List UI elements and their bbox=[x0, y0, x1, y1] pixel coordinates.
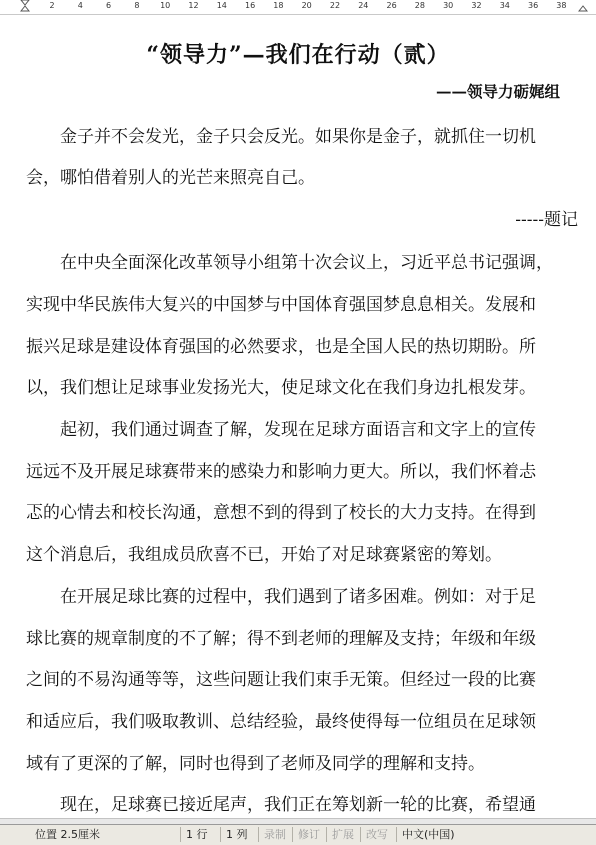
text-line: 起初，我们通过调查了解，发现在足球方面语言和文字上的宣传 bbox=[26, 420, 536, 440]
ruler-tick-label: 2 bbox=[49, 1, 55, 10]
document-page[interactable] bbox=[0, 14, 596, 825]
text-line: 之间的不易沟通等等，这些问题让我们束手无策。但经过一段的比赛 bbox=[26, 670, 536, 690]
text-line: 在开展足球比赛的过程中，我们遇到了诸多困难。例如：对于足 bbox=[26, 587, 536, 607]
ruler-tick-label: 12 bbox=[188, 1, 199, 10]
text-line: 忑的心情去和校长沟通，意想不到的得到了校长的大力支持。在得到 bbox=[26, 503, 536, 523]
status-language: 中文(中国) bbox=[396, 827, 455, 842]
text-line: 这个消息后，我组成员欣喜不已，开始了对足球赛紧密的筹划。 bbox=[26, 545, 502, 565]
ruler-tick-label: 34 bbox=[499, 1, 510, 10]
ruler-tick-label: 4 bbox=[77, 1, 83, 10]
status-line: 1 行 bbox=[180, 827, 208, 842]
status-revise[interactable]: 修订 bbox=[292, 827, 320, 842]
ruler-tick-label: 30 bbox=[443, 1, 454, 10]
ruler-tick-label: 6 bbox=[106, 1, 112, 10]
status-extend[interactable]: 扩展 bbox=[326, 827, 354, 842]
text-line: 以，我们想让足球事业发扬光大，使足球文化在我们身边扎根发芽。 bbox=[26, 378, 536, 398]
ruler-tick-label: 22 bbox=[329, 1, 341, 10]
ruler-tick-label: 36 bbox=[528, 1, 539, 10]
text-line: 会，哪怕借着别人的光芒来照亮自己。 bbox=[26, 168, 315, 188]
status-position: 位置 2.5厘米 bbox=[35, 828, 100, 841]
ruler-tick-label: 14 bbox=[216, 1, 227, 10]
ruler-tick-label: 8 bbox=[134, 1, 140, 10]
document-title: “领导力”—我们在行动（贰） bbox=[146, 42, 450, 68]
text-line: 金子并不会发光，金子只会反光。如果你是金子，就抓住一切机 bbox=[26, 127, 536, 147]
text-line: 振兴足球是建设体育强国的必然要求，也是全国人民的热切期盼。所 bbox=[26, 337, 536, 357]
ruler-tick-label: 18 bbox=[273, 1, 284, 10]
ruler-tick-label: 20 bbox=[301, 1, 312, 10]
text-line: 实现中华民族伟大复兴的中国梦与中国体育强国梦息息相关。发展和 bbox=[26, 295, 536, 315]
epigraph-attribution: -----题记 bbox=[515, 210, 578, 230]
text-line: 远远不及开展足球赛带来的感染力和影响力更大。所以，我们怀着忐 bbox=[26, 462, 536, 482]
ruler-tick-label: 26 bbox=[386, 1, 397, 10]
text-line: 现在，足球赛已接近尾声，我们正在筹划新一轮的比赛，希望通 bbox=[26, 795, 536, 815]
ruler-tick-label: 32 bbox=[471, 1, 482, 10]
status-column: 1 列 bbox=[220, 827, 248, 842]
ruler-tick-label: 38 bbox=[556, 1, 567, 10]
ruler-tick-label: 28 bbox=[414, 1, 425, 10]
right-indent-marker-icon[interactable] bbox=[578, 0, 588, 12]
status-bar bbox=[0, 824, 596, 845]
status-overtype[interactable]: 改写 bbox=[360, 827, 388, 842]
document-byline: ——领导力砺娓组 bbox=[435, 82, 560, 101]
text-line: 域有了更深的了解，同时也得到了老师及同学的理解和支持。 bbox=[26, 754, 485, 774]
status-record[interactable]: 录制 bbox=[258, 827, 286, 842]
ruler-tick-label: 24 bbox=[358, 1, 369, 10]
ruler-tick-label: 10 bbox=[160, 1, 171, 10]
text-line: 和适应后，我们吸取教训、总结经验，最终使得每一位组员在足球领 bbox=[26, 712, 536, 732]
ruler-tick-label: 16 bbox=[245, 1, 256, 10]
horizontal-ruler[interactable] bbox=[0, 0, 596, 15]
text-line: 球比赛的规章制度的不了解；得不到老师的理解及支持；年级和年级 bbox=[26, 629, 536, 649]
left-indent-marker-icon[interactable] bbox=[20, 0, 30, 12]
text-line: 在中央全面深化改革领导小组第十次会议上，习近平总书记强调， bbox=[26, 253, 553, 273]
